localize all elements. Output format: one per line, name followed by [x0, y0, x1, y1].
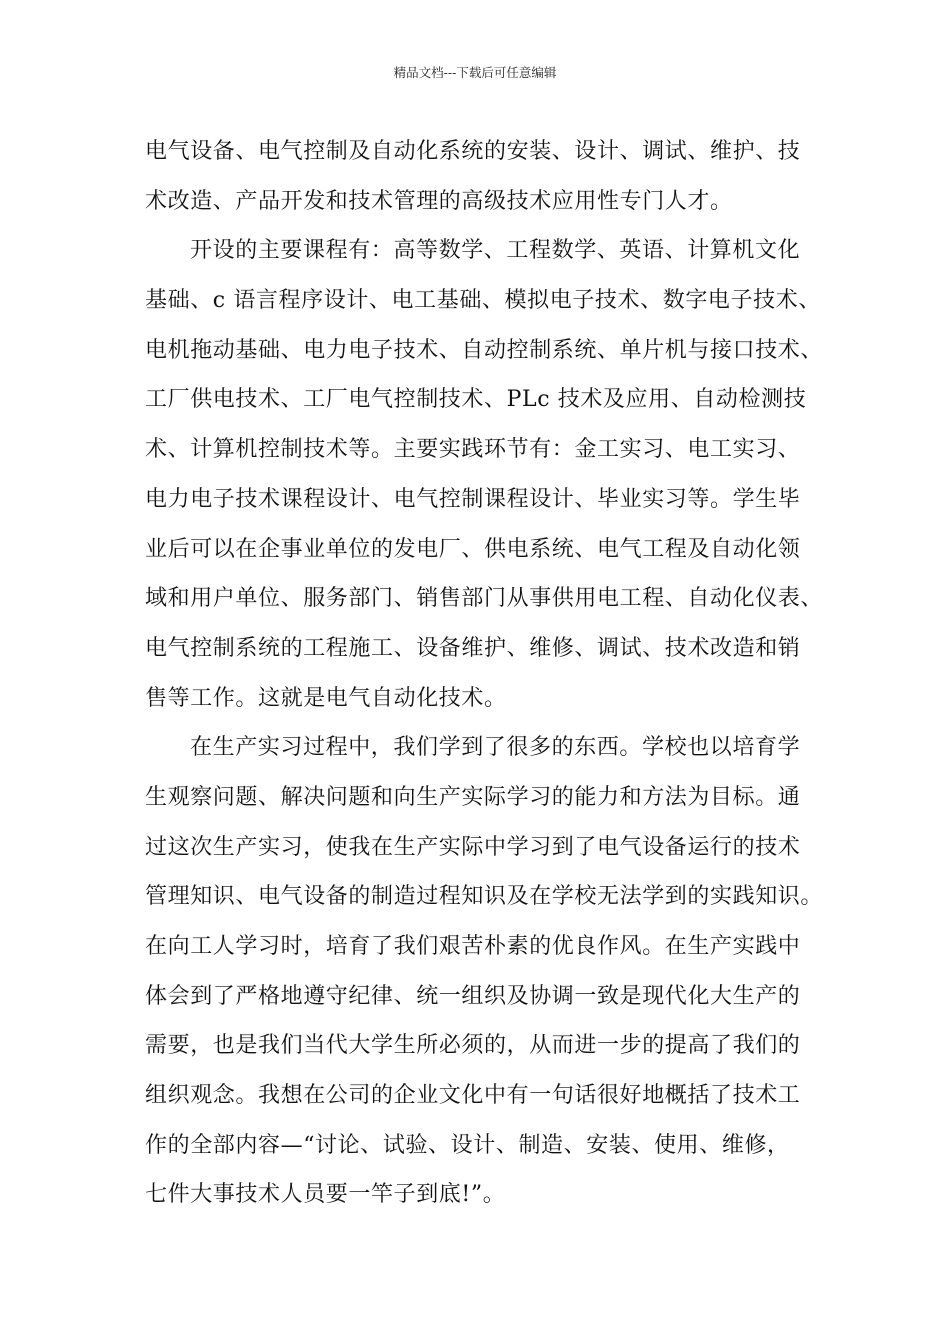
text-line: 电气控制系统的工程施工、设备维护、维修、调试、技术改造和销 — [145, 635, 801, 661]
text-line: 需要，也是我们当代大学生所必须的，从而进一步的提高了我们的 — [145, 1033, 801, 1059]
text-line: 七件大事技术人员要一竿子到底!”。 — [145, 1182, 506, 1208]
text-line: 作的全部内容—“讨论、试验、设计、制造、安装、使用、维修， — [145, 1132, 790, 1158]
text-line: 开设的主要课程有：高等数学、工程数学、英语、计算机文化 — [190, 238, 801, 264]
text-line: 在向工人学习时，培育了我们艰苦朴素的优良作风。在生产实践中 — [145, 934, 801, 959]
page-header: 精品文档---下载后可任意编辑 — [393, 65, 557, 80]
text-line: 生观察问题、解决问题和向生产实际学习的能力和方法为目标。通 — [145, 784, 801, 810]
text-line: 售等工作。这就是电气自动化技术。 — [145, 685, 507, 711]
paragraph-2 — [145, 226, 825, 723]
document-body — [145, 127, 825, 1220]
text-line: 管理知识、电气设备的制造过程知识及在学校无法学到的实践知识。 — [145, 884, 824, 910]
text-line: 术、计算机控制技术等。主要实践环节有：金工实习、电工实习、 — [145, 437, 801, 463]
text-line: 基础、c 语言程序设计、电工基础、模拟电子技术、数字电子技术、 — [145, 288, 821, 314]
paragraph-1 — [145, 127, 825, 226]
text-line: 体会到了严格地遵守纪律、统一组织及协调一致是现代化大生产的 — [145, 983, 801, 1009]
text-line: 组织观念。我想在公司的企业文化中有一句话很好地概括了技术工 — [145, 1083, 801, 1109]
text-line: 在生产实习过程中，我们学到了很多的东西。学校也以培育学 — [190, 735, 801, 761]
text-line: 电力电子技术课程设计、电气控制课程设计、毕业实习等。学生毕 — [145, 486, 801, 512]
text-line: 业后可以在企事业单位的发电厂、供电系统、电气工程及自动化领 — [145, 536, 801, 562]
text-line: 电机拖动基础、电力电子技术、自动控制系统、单片机与接口技术、 — [145, 337, 824, 363]
text-line: 域和用户单位、服务部门、销售部门从事供用电工程、自动化仪表、 — [145, 586, 824, 612]
text-line: 工厂供电技术、工厂电气控制技术、PLc 技术及应用、自动检测技 — [145, 387, 807, 413]
text-line: 电气设备、电气控制及自动化系统的安装、设计、调试、维护、技 — [145, 139, 801, 164]
text-line: 术改造、产品开发和技术管理的高级技术应用性专门人才。 — [145, 188, 733, 214]
text-line: 过这次生产实习，使我在生产实际中学习到了电气设备运行的技术 — [145, 834, 801, 860]
paragraph-3 — [145, 723, 825, 1220]
